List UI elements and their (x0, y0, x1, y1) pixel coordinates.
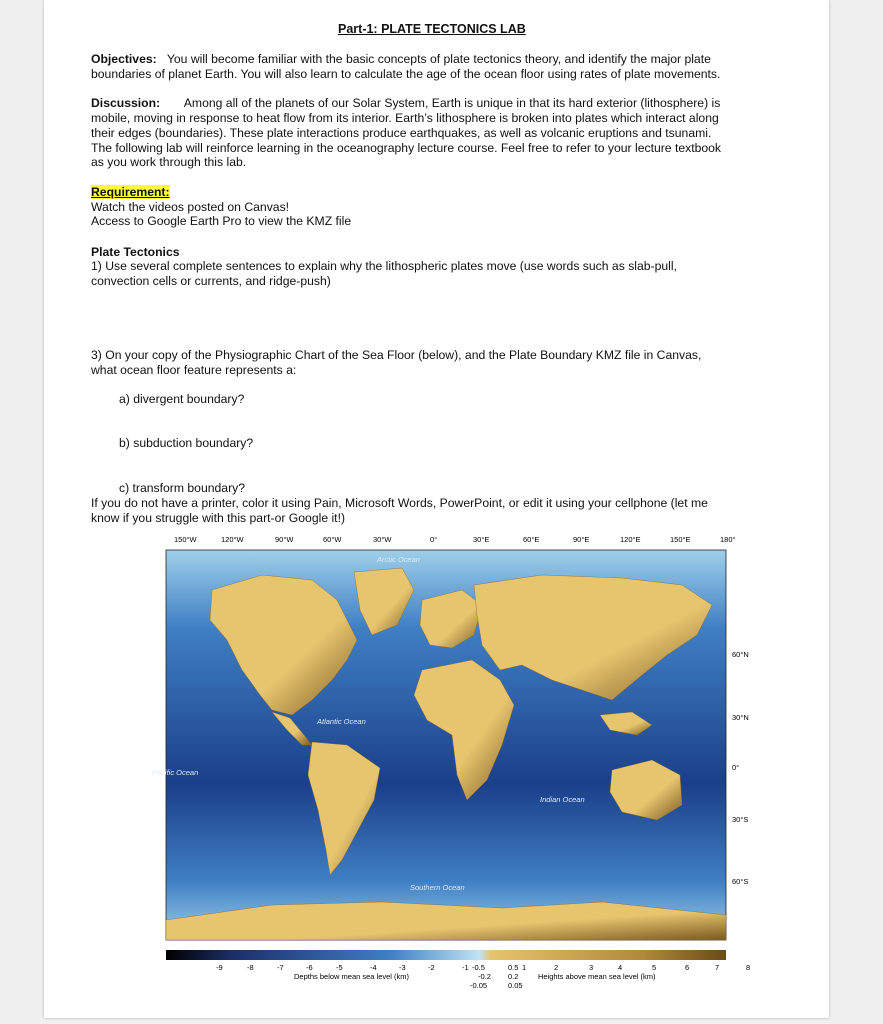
discussion-line1 (91, 96, 720, 111)
scale-tick: 8 (746, 963, 751, 972)
scale-tick: -1 (462, 963, 469, 972)
lat-label: 60°S (732, 877, 749, 886)
scale-tick: -5 (336, 963, 343, 972)
lon-label: 90°E (573, 535, 590, 544)
discussion-line2: mobile, moving in response to heat flow from its interior. Earth’s lithosphere is broken into plates which interact along (91, 111, 719, 125)
question-1-line2: convection cells or currents, and ridge-push) (91, 274, 331, 288)
requirement-heading (91, 185, 170, 200)
scale-tick-minor: -0.05 (470, 981, 488, 990)
lon-label: 60°W (323, 535, 342, 544)
discussion-text-1: Among all of the planets of our Solar System, Earth is unique in that its hard exterior (lithosphere) is (183, 96, 721, 110)
question-3b: b) subduction boundary? (119, 436, 254, 450)
lon-label: 90°W (275, 535, 294, 544)
page-title: Part-1: PLATE TECTONICS LAB (338, 22, 526, 36)
latitude-labels (732, 650, 749, 886)
scale-tick: 6 (685, 963, 690, 972)
lat-label: 0° (732, 763, 740, 772)
scale-tick: -4 (370, 963, 377, 972)
scale-tick: 4 (618, 963, 623, 972)
lat-label: 30°S (732, 815, 749, 824)
document-page (44, 0, 829, 1018)
scale-tick: -3 (399, 963, 406, 972)
question-3a: a) divergent boundary? (119, 392, 245, 406)
objectives-line2: boundaries of planet Earth. You will also learn to calculate the age of the ocean floor using rates of plate movements. (91, 67, 721, 81)
pacific-ocean-label: Pacific Ocean (152, 768, 199, 777)
elevation-color-scale (166, 950, 726, 960)
requirement-line2: Access to Google Earth Pro to view the KMZ file (91, 214, 352, 228)
printer-note-line2: know if you struggle with this part-or Google it!) (91, 511, 346, 525)
height-caption: Heights above mean sea level (km) (538, 972, 656, 981)
question-3-line2: what ocean floor feature represents a: (91, 363, 297, 377)
scale-tick: -0.5 (472, 963, 485, 972)
objectives-line1 (91, 52, 711, 67)
scale-tick: 5 (652, 963, 657, 972)
requirement-label: Requirement: (91, 185, 170, 199)
indian-ocean-label: Indian Ocean (540, 795, 585, 804)
physiographic-sea-floor-map (122, 530, 751, 990)
lon-label: 60°E (523, 535, 540, 544)
lat-label: 30°N (732, 713, 749, 722)
discussion-line4: The following lab will reinforce learning in the oceanography lecture course. Feel free to refer to your lecture textbook (91, 141, 722, 155)
southern-ocean-label: Southern Ocean (410, 883, 465, 892)
lat-label: 60°N (732, 650, 749, 659)
scale-tick: 7 (715, 963, 720, 972)
longitude-labels (174, 535, 736, 544)
depth-caption: Depths below mean sea level (km) (294, 972, 410, 981)
scale-tick: -8 (247, 963, 254, 972)
lon-label: 30°W (373, 535, 392, 544)
lon-label: 30°E (473, 535, 490, 544)
scale-tick: 2 (554, 963, 559, 972)
lon-label: 180° (720, 535, 736, 544)
objectives-text-1: You will become familiar with the basic concepts of plate tectonics theory, and identify the major plate (166, 52, 711, 66)
scale-tick: -7 (277, 963, 284, 972)
lon-label: 120°E (620, 535, 641, 544)
scale-tick: 1 (522, 963, 527, 972)
question-3-line1: 3) On your copy of the Physiographic Chart of the Sea Floor (below), and the Plate Boundary KMZ file in Canvas, (91, 348, 702, 362)
discussion-label: Discussion: (91, 96, 161, 110)
lon-label: 150°W (174, 535, 197, 544)
scale-tick: 0.5 (508, 963, 519, 972)
arctic-ocean-label: Arctic Ocean (377, 555, 420, 564)
lon-label: 0° (430, 535, 438, 544)
scale-tick: 3 (589, 963, 594, 972)
scale-tick-minor: -0.2 (478, 972, 491, 981)
scale-tick-minor: 0.2 (508, 972, 519, 981)
objectives-label: Objectives: (91, 52, 157, 66)
plate-tectonics-heading: Plate Tectonics (91, 245, 180, 259)
question-1-line1: 1) Use several complete sentences to explain why the lithospheric plates move (use words such as slab-pull, (91, 259, 677, 273)
atlantic-ocean-label: Atlantic Ocean (317, 717, 366, 726)
scale-tick: -6 (306, 963, 313, 972)
scale-tick: -9 (216, 963, 223, 972)
discussion-line5: as you work through this lab. (91, 155, 247, 169)
question-3c: c) transform boundary? (119, 481, 245, 495)
scale-tick: -2 (428, 963, 435, 972)
requirement-line1: Watch the videos posted on Canvas! (91, 200, 290, 214)
printer-note-line1: If you do not have a printer, color it using Pain, Microsoft Words, PowerPoint, or edit it using your cellphone (let me (91, 496, 708, 510)
lon-label: 150°E (670, 535, 691, 544)
scale-tick-minor: 0.05 (508, 981, 523, 990)
lon-label: 120°W (221, 535, 244, 544)
discussion-line3: their edges (boundaries). These plate interactions produce earthquakes, as well as volcanic eruptions and tsunami. (91, 126, 712, 140)
